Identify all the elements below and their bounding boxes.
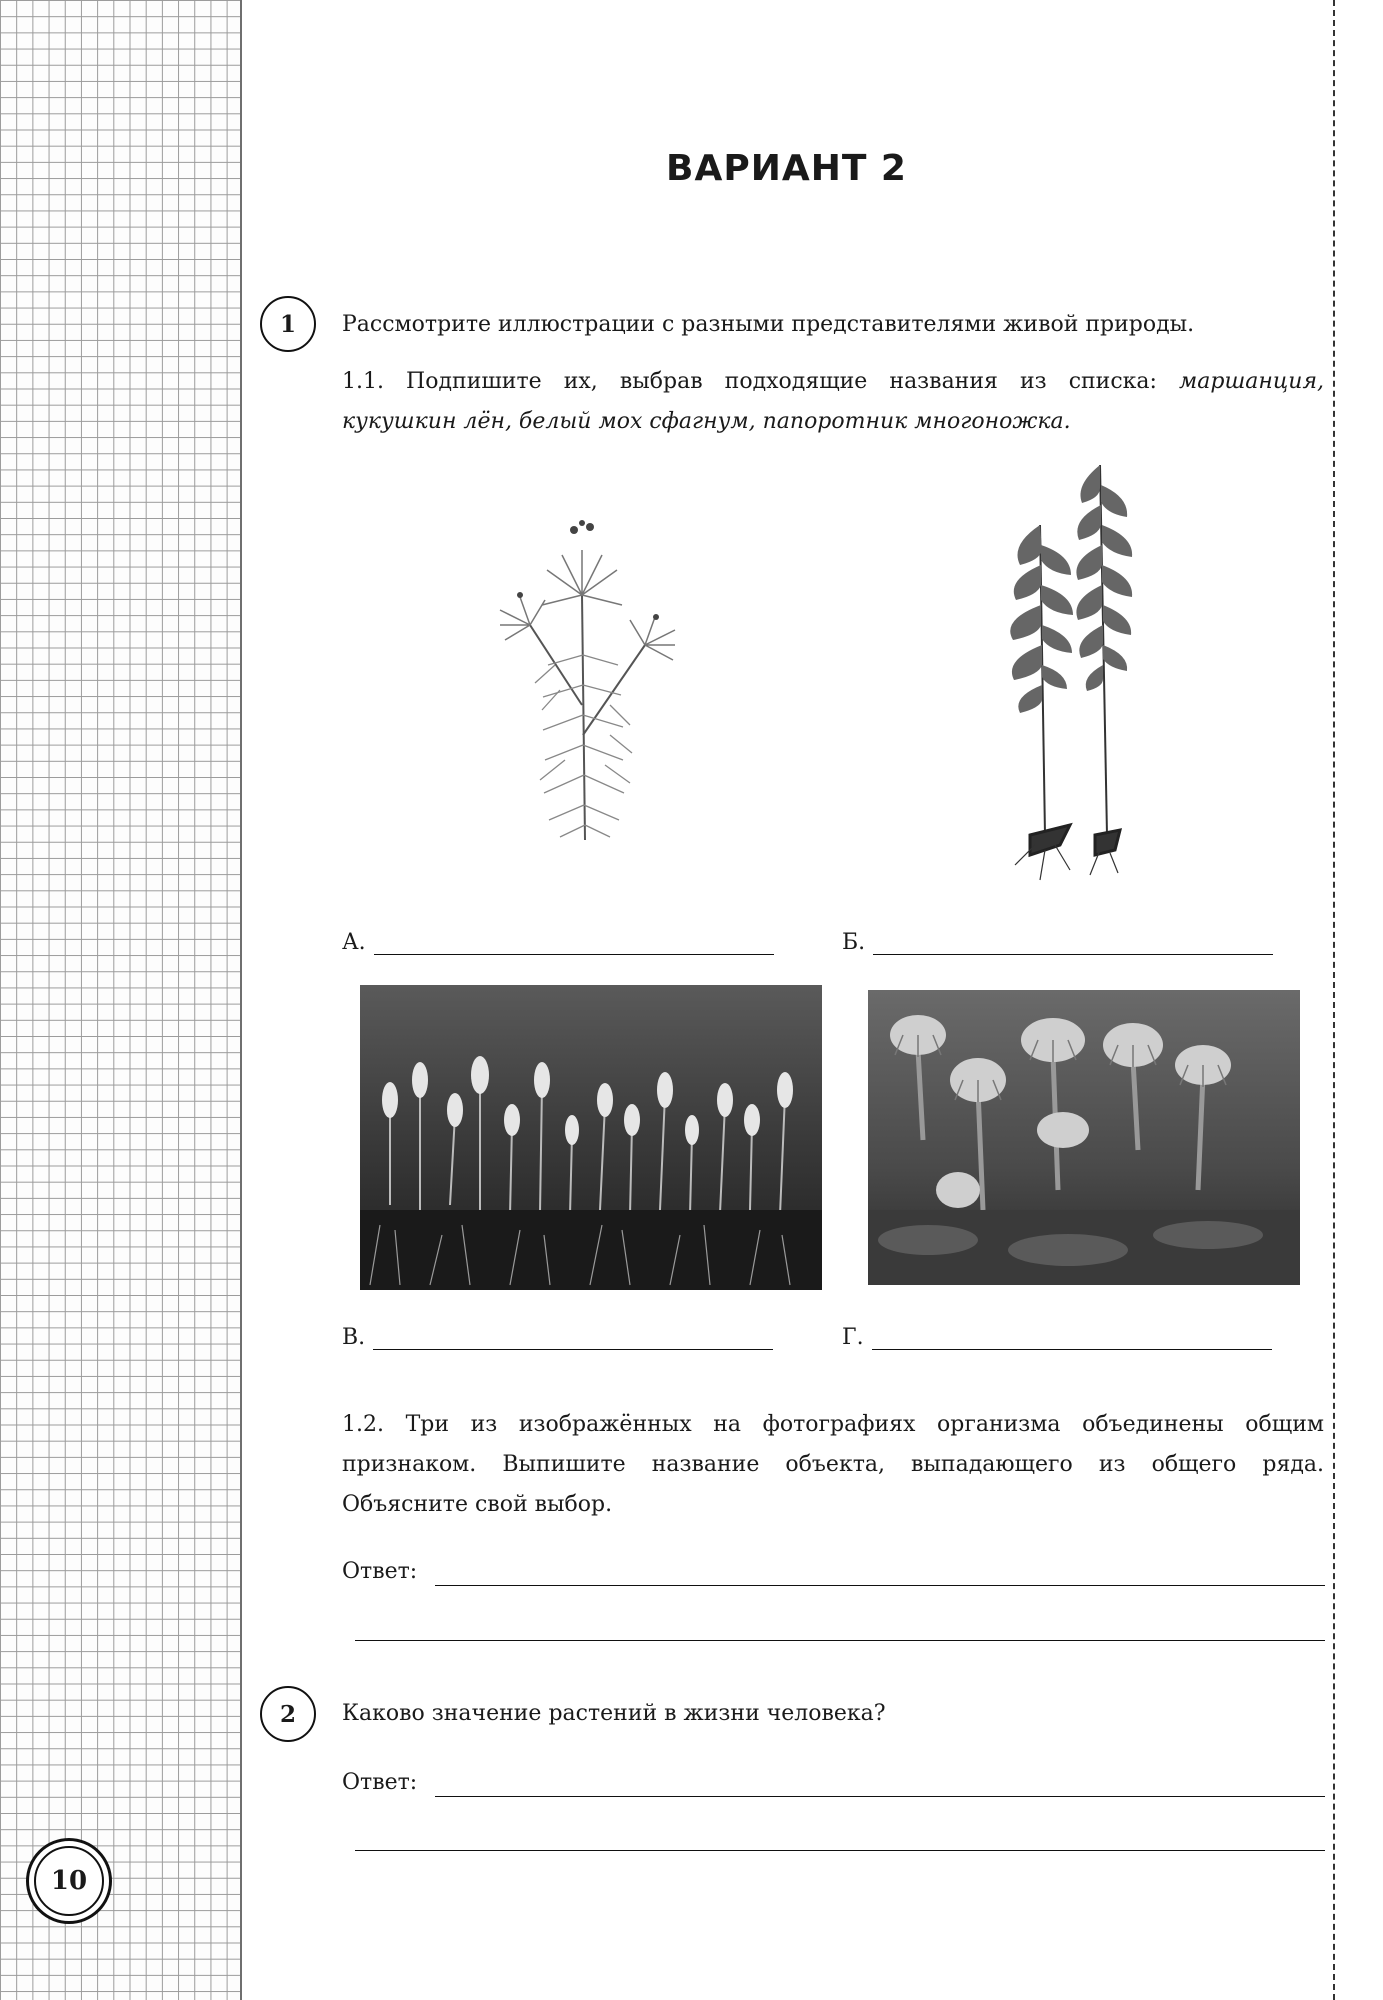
task-2-answer-label: Ответ: <box>342 1770 418 1795</box>
label-v: В. <box>342 1325 366 1350</box>
task-1-1-text: 1.1. Подпишите их, выбрав подходящие названия из списка: <box>342 369 1157 394</box>
label-g: Г. <box>842 1325 864 1350</box>
cut-line <box>1333 0 1335 2000</box>
grid-margin <box>0 0 242 2000</box>
task-1-answer-label: Ответ: <box>342 1559 418 1584</box>
task-1-1-line-2 <box>342 402 1324 442</box>
task-1-1-options-a: маршанция, <box>1179 369 1324 394</box>
label-row-a <box>342 930 774 955</box>
task-2-number: 2 <box>260 1686 316 1742</box>
task-1-answer-line-1[interactable] <box>435 1585 1325 1586</box>
label-a: А. <box>342 930 366 955</box>
label-row-g <box>842 1325 1272 1350</box>
task-1-1-line-1 <box>342 362 1324 402</box>
label-b: Б. <box>842 930 866 955</box>
fern-polypody-illustration <box>985 455 1165 895</box>
page-title: ВАРИАНТ 2 <box>666 148 907 189</box>
task-1-2-line-1: 1.2. Три из изображённых на фотографиях организма объединены общим <box>342 1412 1324 1437</box>
task-1-1-options-b: кукушкин лён, белый мох сфагнум, папоротник многоножка. <box>342 409 1071 434</box>
task-2-question: Каково значение растений в жизни человека? <box>342 1701 886 1726</box>
page-number-badge <box>26 1838 112 1924</box>
label-row-v <box>342 1325 773 1350</box>
answer-line-v[interactable] <box>373 1348 773 1350</box>
page-number: 10 <box>34 1846 104 1916</box>
answer-line-g[interactable] <box>872 1348 1272 1350</box>
task-1-answer-line-2[interactable] <box>355 1640 1325 1641</box>
task-2-answer-line-2[interactable] <box>355 1850 1325 1851</box>
task-2-answer-line-1[interactable] <box>435 1796 1325 1797</box>
marchantia-photo <box>868 990 1300 1285</box>
task-1-number: 1 <box>260 296 316 352</box>
moss-sphagnum-illustration <box>470 505 700 845</box>
task-1-2-line-3: Объясните свой выбор. <box>342 1492 613 1517</box>
answer-line-a[interactable] <box>374 953 774 955</box>
answer-line-b[interactable] <box>873 953 1273 955</box>
task-1-intro: Рассмотрите иллюстрации с разными представителями живой природы. <box>342 312 1195 337</box>
task-1-2-line-2: признаком. Выпишите название объекта, выпадающего из общего ряда. <box>342 1452 1324 1477</box>
label-row-b <box>842 930 1273 955</box>
moss-capsules-photo <box>360 985 822 1290</box>
